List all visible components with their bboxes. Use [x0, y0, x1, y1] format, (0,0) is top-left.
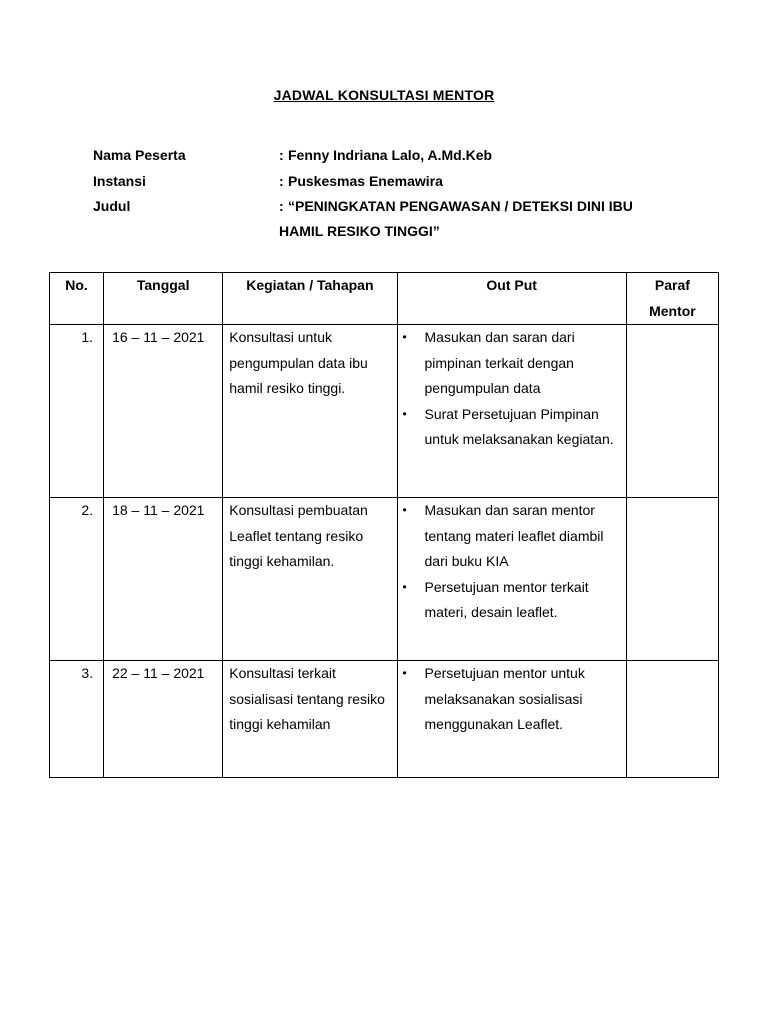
colon: :: [279, 198, 284, 214]
output-text: Persetujuan mentor terkait materi, desain leaflet.: [424, 578, 589, 620]
header-kegiatan: Kegiatan / Tahapan: [223, 273, 397, 325]
header-paraf-mentor: [626, 273, 718, 325]
table-header-row: [50, 273, 719, 325]
colon: :: [279, 173, 284, 189]
header-tanggal: Tanggal: [104, 273, 223, 325]
row-paraf-mentor: [626, 498, 718, 661]
nama-value-wrap: [279, 143, 699, 168]
nama-value: Fenny Indriana Lalo, A.Md.Keb: [288, 147, 493, 163]
output-item: [401, 498, 620, 575]
table-row: [50, 325, 719, 498]
colon: :: [279, 147, 284, 163]
output-text: Persetujuan mentor untuk melaksanakan sosialisasi menggunakan Leaflet.: [424, 665, 585, 732]
document-title: JADWAL KONSULTASI MENTOR: [273, 87, 495, 103]
row-no: 3.: [50, 661, 104, 778]
instansi-value-wrap: [279, 169, 699, 194]
nama-label: Nama Peserta: [93, 147, 186, 163]
judul-value-wrap: [279, 194, 699, 244]
instansi-label: Instansi: [93, 173, 146, 189]
table-row: [50, 498, 719, 661]
bullet-icon: •: [402, 666, 407, 680]
header-no: No.: [50, 273, 104, 325]
row-output: [397, 498, 626, 661]
output-list: [401, 325, 620, 453]
header-output: Out Put: [397, 273, 626, 325]
bullet-icon: •: [402, 406, 407, 421]
schedule-table: [49, 272, 719, 778]
output-text: Masukan dan saran dari pimpinan terkait dengan pengumpulan data: [424, 329, 575, 396]
row-kegiatan: Konsultasi terkait sosialisasi tentang resiko tinggi kehamilan: [223, 661, 397, 778]
row-no: 2.: [50, 498, 104, 661]
output-text: Surat Persetujuan Pimpinan untuk melaksanakan kegiatan.: [424, 405, 614, 447]
row-kegiatan: Konsultasi pembuatan Leaflet tentang resiko tinggi kehamilan.: [223, 498, 397, 661]
bullet-icon: •: [402, 330, 407, 344]
bullet-icon: •: [402, 579, 407, 594]
header-paraf: Paraf: [654, 277, 690, 293]
judul-label: Judul: [93, 198, 131, 214]
output-list: [401, 661, 620, 738]
output-list: [401, 498, 620, 626]
row-paraf-mentor: [626, 661, 718, 778]
output-item: [401, 575, 620, 626]
row-output: [397, 325, 626, 498]
header-mentor: Mentor: [649, 302, 696, 319]
row-tanggal: 16 – 11 – 2021: [104, 325, 223, 498]
row-no: 1.: [50, 325, 104, 498]
table-row: [50, 661, 719, 778]
output-item: [401, 402, 620, 453]
judul-value-line2: HAMIL RESIKO TINGGI”: [279, 223, 440, 239]
output-text: Masukan dan saran mentor tentang materi leaflet diambil dari buku KIA: [424, 502, 604, 569]
row-paraf-mentor: [626, 325, 718, 498]
row-tanggal: 18 – 11 – 2021: [104, 498, 223, 661]
row-tanggal: 22 – 11 – 2021: [104, 661, 223, 778]
instansi-value: Puskesmas Enemawira: [288, 173, 443, 189]
row-kegiatan: Konsultasi untuk pengumpulan data ibu hamil resiko tinggi.: [223, 325, 397, 498]
output-item: [401, 325, 620, 402]
judul-value-line1: “PENINGKATAN PENGAWASAN / DETEKSI DINI IBU: [288, 198, 633, 214]
bullet-icon: •: [402, 503, 407, 517]
row-output: [397, 661, 626, 778]
output-item: [401, 661, 620, 738]
